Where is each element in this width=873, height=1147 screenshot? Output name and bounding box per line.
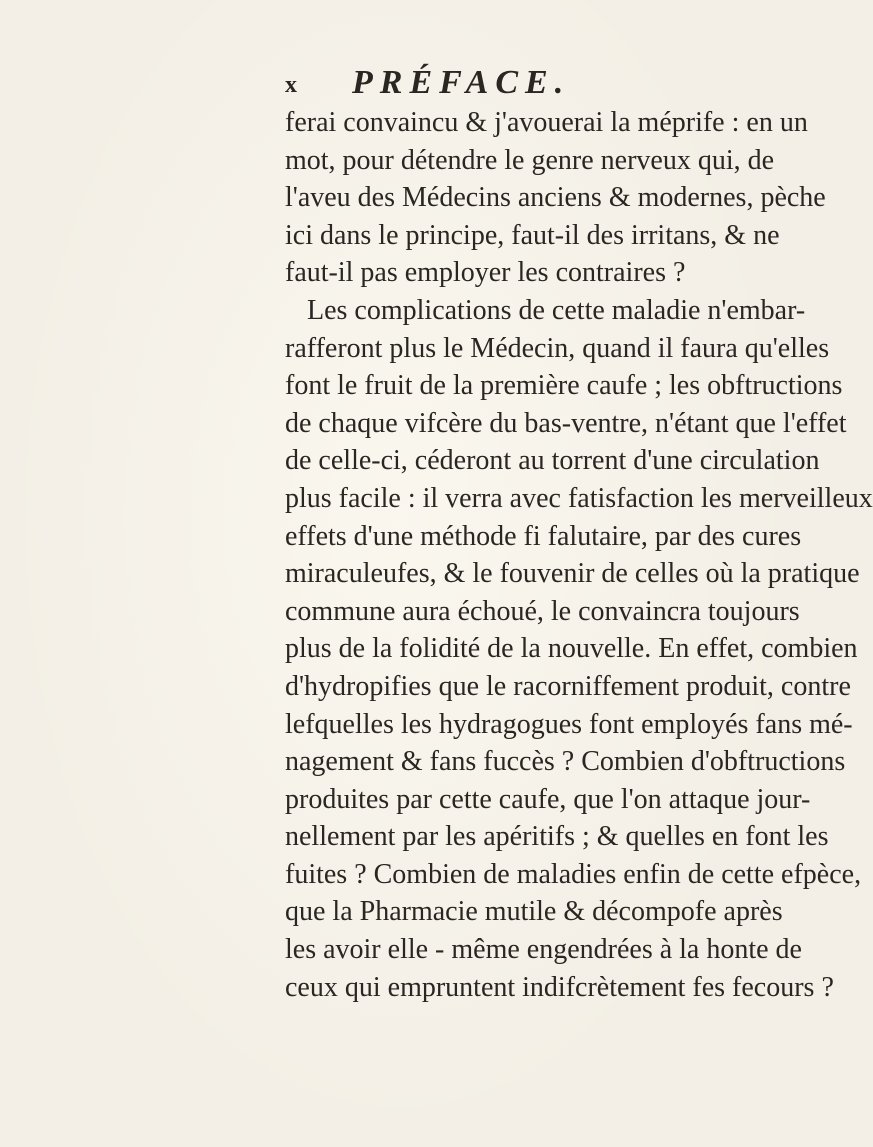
text-line: effets d'une méthode fi falutaire, par des cures bbox=[285, 520, 802, 552]
text-line: lefquelles les hydragogues font employés fans mé- bbox=[285, 708, 853, 740]
text-line: fuites ? Combien de maladies enfin de cette efpèce, bbox=[285, 858, 862, 890]
text-line: commune aura échoué, le convaincra toujours bbox=[285, 595, 800, 627]
text-line: nellement par les apéritifs ; & quelles en font les bbox=[285, 821, 829, 853]
text-line: l'aveu des Médecins anciens & modernes, pèche bbox=[285, 182, 826, 214]
text-line: de celle-ci, céderont au torrent d'une circulation bbox=[285, 445, 820, 477]
page-number: x bbox=[285, 72, 297, 98]
text-line: mot, pour détendre le genre nerveux qui, de bbox=[285, 144, 775, 176]
text-line: que la Pharmacie mutile & décompofe après bbox=[285, 896, 783, 928]
text-line: les avoir elle - même engendrées à la honte de bbox=[285, 934, 802, 966]
text-line: de chaque vifcère du bas-ventre, n'étant que l'effet bbox=[285, 407, 847, 439]
text-line: produites par cette caufe, que l'on attaque jour- bbox=[285, 783, 811, 815]
text-line: rafferont plus le Médecin, quand il faura qu'elles bbox=[285, 332, 830, 364]
text-line: nagement & fans fuccès ? Combien d'obftructions bbox=[285, 746, 846, 778]
running-head: PRÉFACE. bbox=[352, 64, 571, 101]
page-header bbox=[0, 42, 800, 102]
text-line: plus de la folidité de la nouvelle. En effet, combien bbox=[285, 633, 858, 665]
text-line: d'hydropifies que le racorniffement produit, contre bbox=[285, 670, 851, 702]
text-line: ceux qui empruntent indifcrètement fes fecours ? bbox=[285, 971, 834, 1003]
text-line: faut-il pas employer les contraires ? bbox=[285, 257, 686, 289]
text-line: miraculeufes, & le fouvenir de celles où la pratique bbox=[285, 558, 860, 590]
text-line: ferai convaincu & j'avouerai la méprife : en un bbox=[285, 107, 808, 138]
text-line: font le fruit de la première caufe ; les obftructions bbox=[285, 370, 843, 402]
text-line: plus facile : il verra avec fatisfaction les merveilleux bbox=[285, 482, 873, 514]
text-line: Les complications de cette maladie n'embar- bbox=[307, 294, 806, 326]
text-line: ici dans le principe, faut-il des irritans, & ne bbox=[285, 219, 780, 251]
body-text bbox=[285, 104, 873, 1006]
